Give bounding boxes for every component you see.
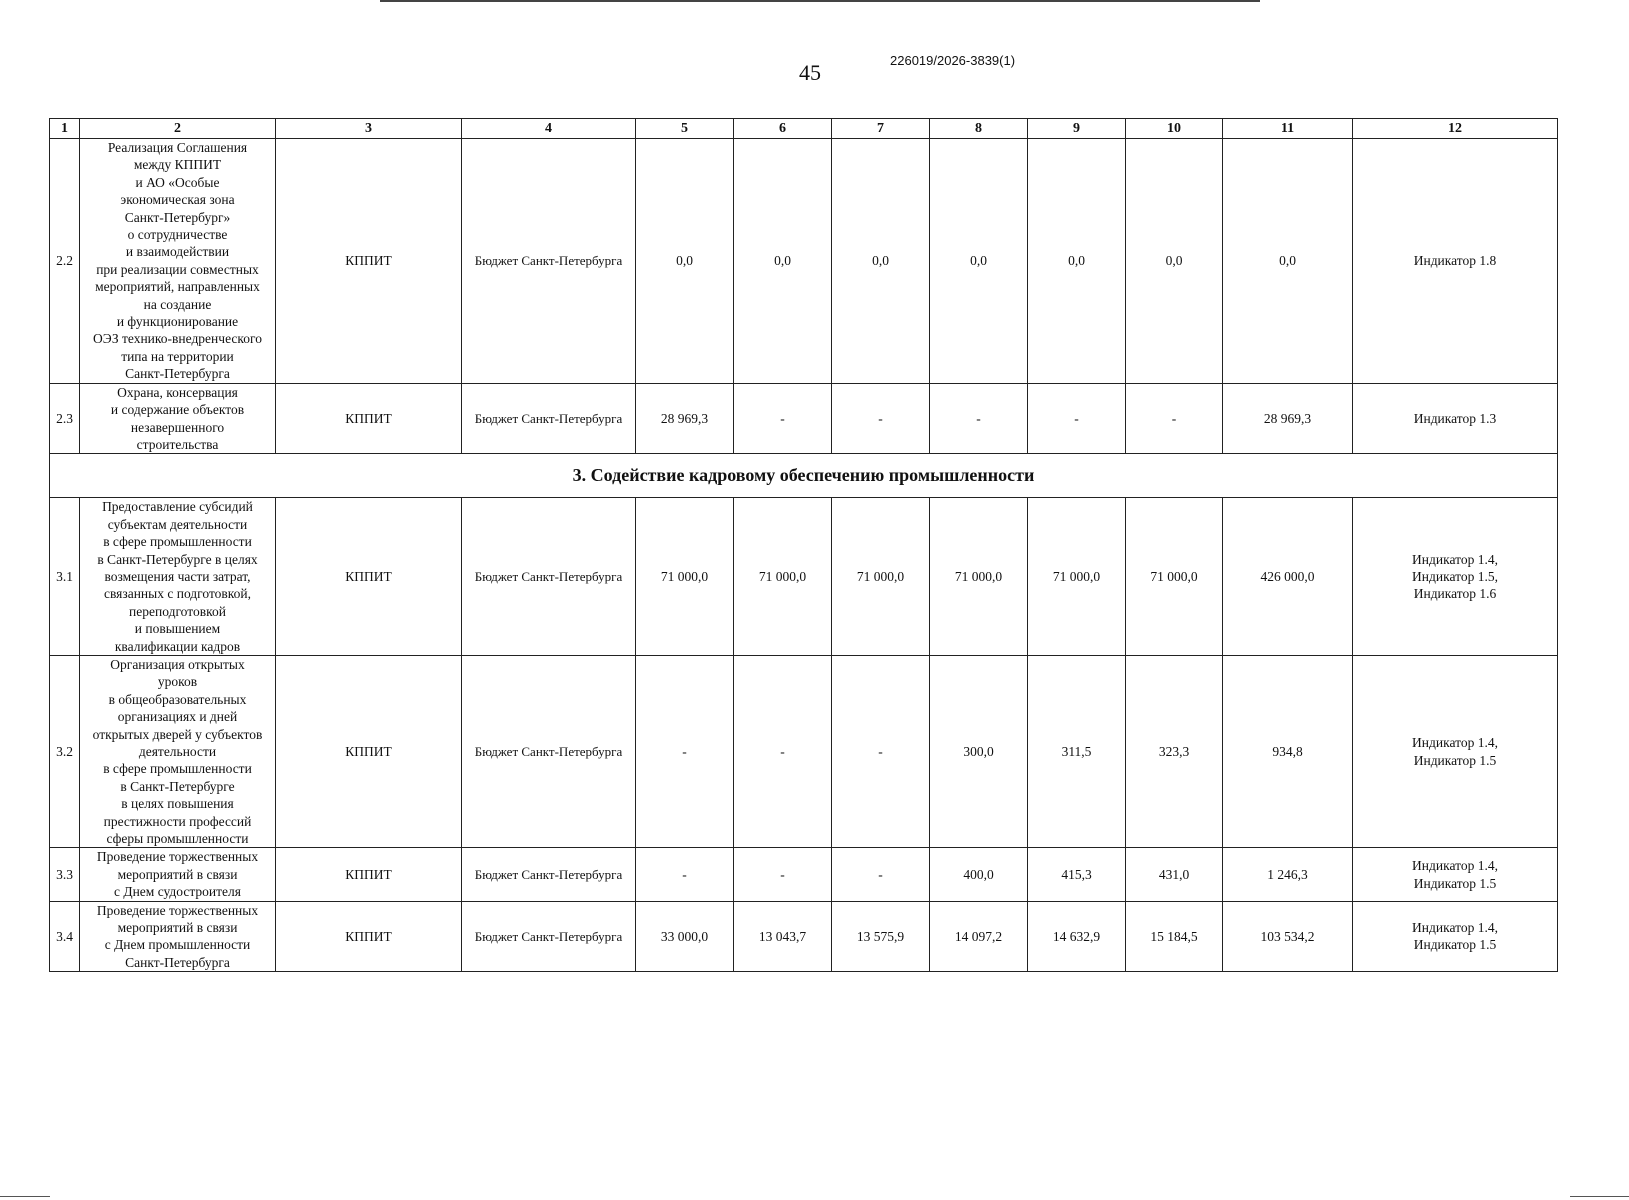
funding-source-cell: Бюджет Санкт-Петербурга xyxy=(462,498,636,656)
column-header: 6 xyxy=(734,119,832,139)
funding-source-cell: Бюджет Санкт-Петербурга xyxy=(462,901,636,972)
value-cell: 15 184,5 xyxy=(1126,901,1223,972)
value-cell: 71 000,0 xyxy=(1028,498,1126,656)
row-number: 2.2 xyxy=(50,139,80,384)
row-number: 3.3 xyxy=(50,848,80,901)
value-cell: 0,0 xyxy=(1126,139,1223,384)
executor-cell: КППИТ xyxy=(276,383,462,454)
value-cell: 0,0 xyxy=(734,139,832,384)
indicator-cell: Индикатор 1.8 xyxy=(1353,139,1558,384)
funding-source-cell: Бюджет Санкт-Петербурга xyxy=(462,655,636,847)
indicator-cell: Индикатор 1.4, Индикатор 1.5 xyxy=(1353,848,1558,901)
value-cell: 431,0 xyxy=(1126,848,1223,901)
value-cell: - xyxy=(1126,383,1223,454)
value-cell: 415,3 xyxy=(1028,848,1126,901)
column-header: 1 xyxy=(50,119,80,139)
bottom-rule-right xyxy=(1570,1196,1629,1197)
column-header: 2 xyxy=(80,119,276,139)
activity-name: Предоставление субсидий субъектам деятельности в сфере промышленности в Санкт-Петербурге в целях возмещения части затрат, связанных с подготовкой, переподготовкой и повышением квалификации кадров xyxy=(80,498,276,656)
bottom-rule-left xyxy=(0,1196,50,1197)
value-cell: 28 969,3 xyxy=(636,383,734,454)
table-row xyxy=(50,848,1558,901)
value-cell: - xyxy=(1028,383,1126,454)
activity-name: Охрана, консервация и содержание объектов незавершенного строительства xyxy=(80,383,276,454)
value-cell: 71 000,0 xyxy=(832,498,930,656)
column-number-row xyxy=(50,119,1558,139)
table-row xyxy=(50,498,1558,656)
value-cell: - xyxy=(734,655,832,847)
row-number: 3.4 xyxy=(50,901,80,972)
value-cell: 71 000,0 xyxy=(930,498,1028,656)
value-cell: 0,0 xyxy=(636,139,734,384)
funding-source-cell: Бюджет Санкт-Петербурга xyxy=(462,139,636,384)
total-cell: 1 246,3 xyxy=(1223,848,1353,901)
executor-cell: КППИТ xyxy=(276,848,462,901)
top-rule xyxy=(380,0,1260,2)
indicator-cell: Индикатор 1.3 xyxy=(1353,383,1558,454)
total-cell: 28 969,3 xyxy=(1223,383,1353,454)
row-number: 2.3 xyxy=(50,383,80,454)
table-row xyxy=(50,383,1558,454)
activity-name: Проведение торжественных мероприятий в связи с Днем промышленности Санкт-Петербурга xyxy=(80,901,276,972)
column-header: 4 xyxy=(462,119,636,139)
column-header: 3 xyxy=(276,119,462,139)
activity-name: Проведение торжественных мероприятий в связи с Днем судостроителя xyxy=(80,848,276,901)
indicator-cell: Индикатор 1.4, Индикатор 1.5, Индикатор 1.6 xyxy=(1353,498,1558,656)
column-header: 12 xyxy=(1353,119,1558,139)
value-cell: 71 000,0 xyxy=(1126,498,1223,656)
value-cell: 13 043,7 xyxy=(734,901,832,972)
column-header: 5 xyxy=(636,119,734,139)
funding-source-cell: Бюджет Санкт-Петербурга xyxy=(462,383,636,454)
value-cell: - xyxy=(832,848,930,901)
row-number: 3.2 xyxy=(50,655,80,847)
value-cell: - xyxy=(734,383,832,454)
document-id: 226019/2026-3839(1) xyxy=(890,53,1016,68)
value-cell: 323,3 xyxy=(1126,655,1223,847)
value-cell: - xyxy=(930,383,1028,454)
value-cell: 14 632,9 xyxy=(1028,901,1126,972)
value-cell: 400,0 xyxy=(930,848,1028,901)
program-table xyxy=(49,118,1558,972)
funding-source-cell: Бюджет Санкт-Петербурга xyxy=(462,848,636,901)
value-cell: 300,0 xyxy=(930,655,1028,847)
value-cell: 71 000,0 xyxy=(636,498,734,656)
value-cell: - xyxy=(636,848,734,901)
column-header: 11 xyxy=(1223,119,1353,139)
executor-cell: КППИТ xyxy=(276,901,462,972)
value-cell: 33 000,0 xyxy=(636,901,734,972)
table-row xyxy=(50,139,1558,384)
total-cell: 934,8 xyxy=(1223,655,1353,847)
value-cell: 13 575,9 xyxy=(832,901,930,972)
page-number: 45 xyxy=(799,60,821,85)
value-cell: - xyxy=(734,848,832,901)
section-title: 3. Содействие кадровому обеспечению промышленности xyxy=(50,454,1558,498)
value-cell: - xyxy=(832,383,930,454)
row-number: 3.1 xyxy=(50,498,80,656)
column-header: 7 xyxy=(832,119,930,139)
table-row xyxy=(50,901,1558,972)
indicator-cell: Индикатор 1.4, Индикатор 1.5 xyxy=(1353,901,1558,972)
total-cell: 0,0 xyxy=(1223,139,1353,384)
total-cell: 103 534,2 xyxy=(1223,901,1353,972)
value-cell: 0,0 xyxy=(930,139,1028,384)
value-cell: 311,5 xyxy=(1028,655,1126,847)
indicator-cell: Индикатор 1.4, Индикатор 1.5 xyxy=(1353,655,1558,847)
activity-name: Реализация Соглашения между КППИТ и АО «Особые экономическая зона Санкт-Петербург» о сотрудничестве и взаимодействии при реализации совместных мероприятий, направленных на создание и функционирование ОЭЗ технико-внедренческого типа на территории Санкт-Петербурга xyxy=(80,139,276,384)
table-row xyxy=(50,655,1558,847)
column-header: 9 xyxy=(1028,119,1126,139)
column-header: 10 xyxy=(1126,119,1223,139)
executor-cell: КППИТ xyxy=(276,655,462,847)
value-cell: - xyxy=(832,655,930,847)
column-header: 8 xyxy=(930,119,1028,139)
value-cell: 14 097,2 xyxy=(930,901,1028,972)
value-cell: 71 000,0 xyxy=(734,498,832,656)
total-cell: 426 000,0 xyxy=(1223,498,1353,656)
activity-name: Организация открытых уроков в общеобразовательных организациях и дней открытых дверей у субъектов деятельности в сфере промышленности в Санкт-Петербурге в целях повышения престижности профессий сферы промышленности xyxy=(80,655,276,847)
value-cell: - xyxy=(636,655,734,847)
value-cell: 0,0 xyxy=(832,139,930,384)
executor-cell: КППИТ xyxy=(276,498,462,656)
executor-cell: КППИТ xyxy=(276,139,462,384)
value-cell: 0,0 xyxy=(1028,139,1126,384)
section-row xyxy=(50,454,1558,498)
